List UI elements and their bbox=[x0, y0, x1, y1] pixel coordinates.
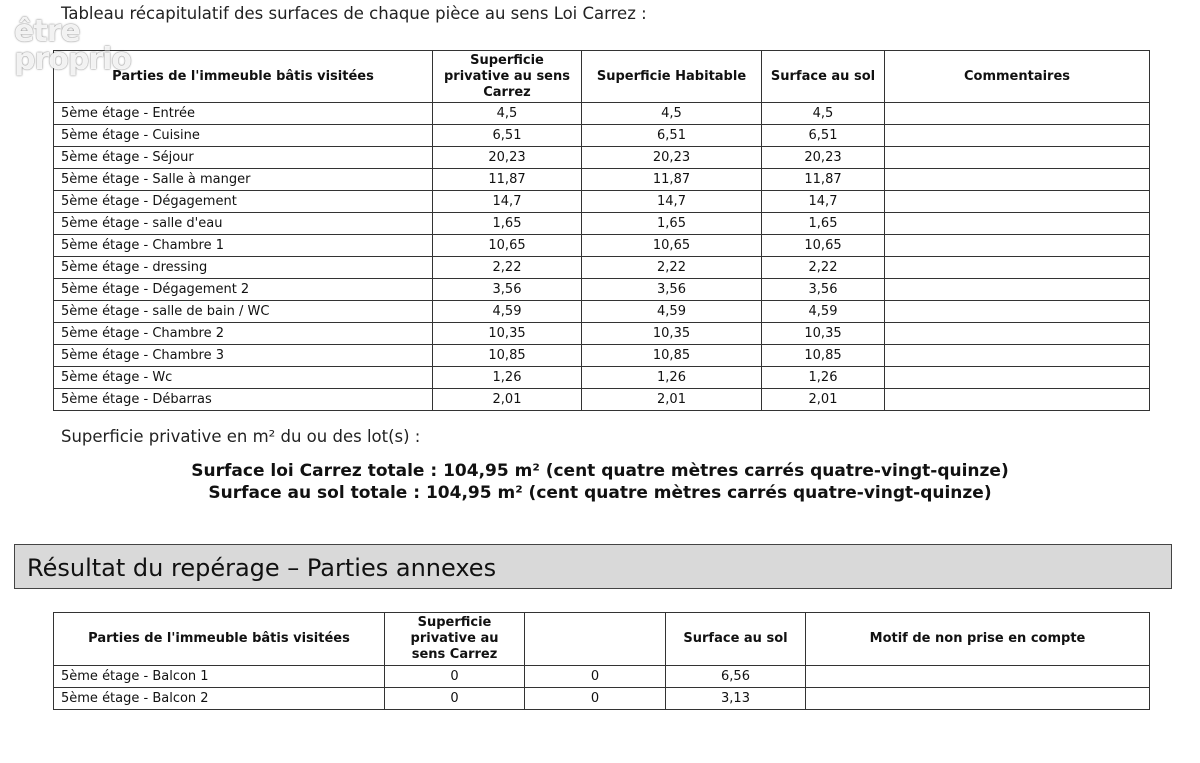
cell-comment bbox=[885, 169, 1150, 191]
cell-room: 5ème étage - Dégagement 2 bbox=[54, 279, 433, 301]
cell-value: 6,56 bbox=[666, 666, 806, 688]
table-row bbox=[54, 103, 1150, 125]
table-header-row bbox=[54, 51, 1150, 103]
cell-value: 2,22 bbox=[762, 257, 885, 279]
cell-value: 20,23 bbox=[433, 147, 582, 169]
cell-value: 6,51 bbox=[582, 125, 762, 147]
cell-comment bbox=[885, 279, 1150, 301]
totals-block bbox=[0, 460, 1200, 504]
annex-surface-table bbox=[53, 612, 1150, 710]
cell-comment bbox=[806, 688, 1150, 710]
annex-table-body bbox=[54, 666, 1150, 710]
cell-value: 3,13 bbox=[666, 688, 806, 710]
cell-room: 5ème étage - salle d'eau bbox=[54, 213, 433, 235]
table-row bbox=[54, 323, 1150, 345]
cell-value: 6,51 bbox=[433, 125, 582, 147]
table-row bbox=[54, 345, 1150, 367]
cell-value: 1,26 bbox=[433, 367, 582, 389]
intro-text: Tableau récapitulatif des surfaces de chaque pièce au sens Loi Carrez : bbox=[61, 4, 647, 23]
cell-value: 3,56 bbox=[433, 279, 582, 301]
cell-value: 10,35 bbox=[582, 323, 762, 345]
cell-comment bbox=[885, 367, 1150, 389]
cell-value: 4,5 bbox=[762, 103, 885, 125]
cell-comment bbox=[885, 213, 1150, 235]
cell-comment bbox=[885, 301, 1150, 323]
cell-room: 5ème étage - Séjour bbox=[54, 147, 433, 169]
table-row bbox=[54, 279, 1150, 301]
header-superficie-habitable: Superficie Habitable bbox=[582, 51, 762, 103]
cell-value: 10,65 bbox=[433, 235, 582, 257]
cell-value: 10,65 bbox=[762, 235, 885, 257]
cell-value: 2,01 bbox=[582, 389, 762, 411]
header-empty bbox=[525, 613, 666, 666]
cell-room: 5ème étage - Chambre 2 bbox=[54, 323, 433, 345]
cell-room: 5ème étage - Balcon 2 bbox=[54, 688, 385, 710]
cell-value: 10,65 bbox=[582, 235, 762, 257]
table-row bbox=[54, 389, 1150, 411]
watermark-line-2: proprio bbox=[14, 42, 132, 77]
table-row bbox=[54, 666, 1150, 688]
cell-room: 5ème étage - Débarras bbox=[54, 389, 433, 411]
cell-value: 10,85 bbox=[762, 345, 885, 367]
header-parties: Parties de l'immeuble bâtis visitées bbox=[54, 613, 385, 666]
watermark-line-1: être bbox=[14, 14, 80, 49]
cell-comment bbox=[806, 666, 1150, 688]
table-row bbox=[54, 147, 1150, 169]
cell-comment bbox=[885, 191, 1150, 213]
cell-value: 4,5 bbox=[582, 103, 762, 125]
cell-comment bbox=[885, 257, 1150, 279]
cell-room: 5ème étage - Wc bbox=[54, 367, 433, 389]
section-title: Résultat du repérage – Parties annexes bbox=[27, 554, 497, 582]
cell-value: 10,35 bbox=[433, 323, 582, 345]
cell-value: 14,7 bbox=[582, 191, 762, 213]
cell-room: 5ème étage - Cuisine bbox=[54, 125, 433, 147]
table-row bbox=[54, 125, 1150, 147]
cell-comment bbox=[885, 323, 1150, 345]
total-sol: Surface au sol totale : 104,95 m² (cent quatre mètres carrés quatre-vingt-quinze) bbox=[208, 483, 992, 503]
table-row bbox=[54, 235, 1150, 257]
cell-value: 0 bbox=[385, 666, 525, 688]
cell-room: 5ème étage - Salle à manger bbox=[54, 169, 433, 191]
cell-value: 20,23 bbox=[582, 147, 762, 169]
carrez-surface-table bbox=[53, 50, 1150, 411]
table-row bbox=[54, 191, 1150, 213]
header-commentaires: Commentaires bbox=[885, 51, 1150, 103]
header-parties: Parties de l'immeuble bâtis visitées bbox=[54, 51, 433, 103]
cell-value: 11,87 bbox=[433, 169, 582, 191]
cell-value: 0 bbox=[525, 666, 666, 688]
header-motif: Motif de non prise en compte bbox=[806, 613, 1150, 666]
cell-comment bbox=[885, 147, 1150, 169]
header-superficie-carrez: Superficie privative au sens Carrez bbox=[433, 51, 582, 103]
cell-value: 2,01 bbox=[433, 389, 582, 411]
cell-room: 5ème étage - Balcon 1 bbox=[54, 666, 385, 688]
cell-room: 5ème étage - dressing bbox=[54, 257, 433, 279]
cell-room: 5ème étage - Chambre 3 bbox=[54, 345, 433, 367]
header-surface-sol: Surface au sol bbox=[666, 613, 806, 666]
summary-label: Superficie privative en m² du ou des lot(s) : bbox=[61, 427, 421, 446]
cell-value: 1,65 bbox=[582, 213, 762, 235]
cell-value: 2,22 bbox=[433, 257, 582, 279]
section-header bbox=[14, 544, 1172, 589]
cell-value: 10,35 bbox=[762, 323, 885, 345]
table-row bbox=[54, 169, 1150, 191]
cell-room: 5ème étage - Dégagement bbox=[54, 191, 433, 213]
table-row bbox=[54, 367, 1150, 389]
cell-room: 5ème étage - salle de bain / WC bbox=[54, 301, 433, 323]
cell-comment bbox=[885, 125, 1150, 147]
cell-value: 2,22 bbox=[582, 257, 762, 279]
cell-value: 0 bbox=[385, 688, 525, 710]
total-carrez: Surface loi Carrez totale : 104,95 m² (cent quatre mètres carrés quatre-vingt-quinze) bbox=[191, 461, 1009, 481]
cell-comment bbox=[885, 103, 1150, 125]
table-row bbox=[54, 257, 1150, 279]
cell-value: 14,7 bbox=[433, 191, 582, 213]
cell-value: 1,26 bbox=[582, 367, 762, 389]
cell-comment bbox=[885, 345, 1150, 367]
cell-value: 11,87 bbox=[582, 169, 762, 191]
cell-value: 14,7 bbox=[762, 191, 885, 213]
cell-value: 10,85 bbox=[582, 345, 762, 367]
cell-room: 5ème étage - Chambre 1 bbox=[54, 235, 433, 257]
cell-value: 20,23 bbox=[762, 147, 885, 169]
cell-value: 3,56 bbox=[582, 279, 762, 301]
cell-value: 4,59 bbox=[433, 301, 582, 323]
table-row bbox=[54, 301, 1150, 323]
table-row bbox=[54, 213, 1150, 235]
header-surface-sol: Surface au sol bbox=[762, 51, 885, 103]
carrez-table-body bbox=[54, 103, 1150, 411]
table-row bbox=[54, 688, 1150, 710]
header-superficie-carrez: Superficie privative au sens Carrez bbox=[385, 613, 525, 666]
cell-value: 1,65 bbox=[762, 213, 885, 235]
cell-value: 1,65 bbox=[433, 213, 582, 235]
cell-value: 4,5 bbox=[433, 103, 582, 125]
cell-comment bbox=[885, 389, 1150, 411]
table-header-row bbox=[54, 613, 1150, 666]
cell-value: 4,59 bbox=[762, 301, 885, 323]
cell-comment bbox=[885, 235, 1150, 257]
cell-value: 0 bbox=[525, 688, 666, 710]
cell-value: 4,59 bbox=[582, 301, 762, 323]
cell-room: 5ème étage - Entrée bbox=[54, 103, 433, 125]
cell-value: 2,01 bbox=[762, 389, 885, 411]
cell-value: 3,56 bbox=[762, 279, 885, 301]
cell-value: 1,26 bbox=[762, 367, 885, 389]
cell-value: 11,87 bbox=[762, 169, 885, 191]
cell-value: 6,51 bbox=[762, 125, 885, 147]
cell-value: 10,85 bbox=[433, 345, 582, 367]
